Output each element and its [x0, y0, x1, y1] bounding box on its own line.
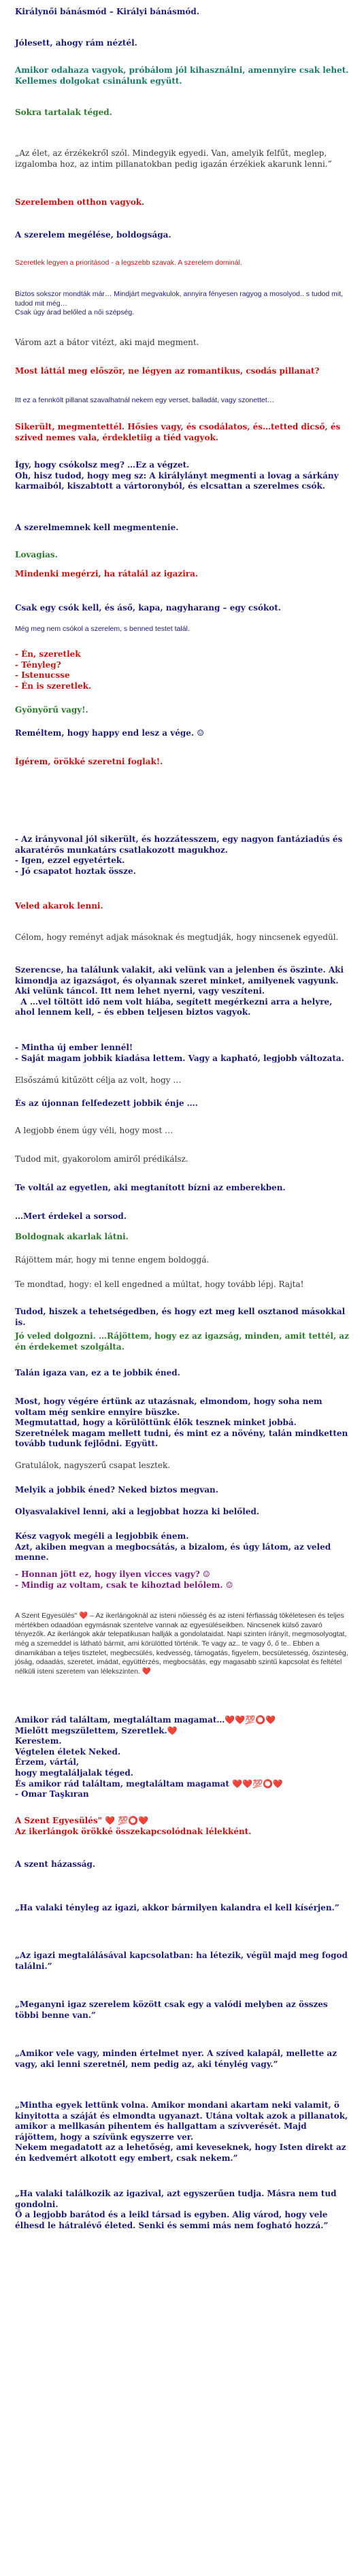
text-good-work: Jó veled dolgozni. …Rájöttem, hogy ez az igazság, minden, amit tettél, az én érdekemet szolgálta. [15, 1331, 352, 1352]
text-sacred-union: A Szent Egyesülés" ❤️ – Az ikerlángoknál az isteni nőiesség és az isteni férfiasság tökéletesen és teljes mértékben odaadóan egymásnak szentelve vannak az egyesüléseikben. Nincsenek külső zavaró tényezők. Az ikerlángok akár telepatikusan hallják a gondolataidat. Napi szinten írányít, megmosolyogtat, még a szemeddel is látható bármit, ami körülötted történik. Te vagy az.. te vagy ő, ő te.. Ebben a dinamikában a teljes tisztelet, megbecsülés, kedvesség, támogatás, figyelem, becsületesség, őszinteség, jóság, odaadás, szeretet, imádat, együttérzés, megbocsátás, egy magasabb szintű kapcsolat és feltétel nélküli isteni szeretem van lélekszinten. ❤️ [15, 1612, 350, 1676]
dialog-funny: - Honnan jött ez, hogy ilyen vicces vagy? ☺ - Mindig az voltam, csak te kihoztad belőlem. ☺ [15, 1569, 233, 1590]
text-feel-the-one: Mindenki megérzi, ha rátalál az igazira. [15, 569, 199, 578]
text-promise: Ígérem, örökké szeretni foglak!. [15, 757, 163, 766]
text-congrats: Gratulálok, nagyszerű csapat lesztek. [15, 1461, 171, 1470]
text-love-happiness: A szerelem megélése, boldogsága. [15, 230, 171, 240]
text-journey-end: Most, hogy végére értünk az utazásnak, elmondom, hogy soha nem voltam még senkire ennyire büszke. Megmutattad, hogy a körülöttünk élők tesznek minket jobbá. Szeretnélek magam mellett tudni, és mint ez a növény, talán mindketten tovább tudunk fejlődni. Együtt. [15, 1397, 348, 1449]
text-rescued: Sikerült, megmentettél. Hősies vagy, és csodálatos, és…tetted dicső, és szived nemes vala, érdekletiig a tiéd vagyok. [15, 422, 344, 442]
text-smile: Biztos sokszor mondták már… Mindjárt megvakulok, annyira fényesen ragyog a mosolyod.. s tudod mit, tudod mit még… Csak úgy árad belőled a női szépség. [15, 290, 344, 317]
dialog-team: - Az irányvonal jól sikerült, és hozzátesszem, egy nagyon fantáziadús és akaratérős munkatárs csatlakozott magukhoz. - Igen, ezzel egyetértek. - Jó csapatot hoztak össze. [15, 834, 343, 876]
text-happy-end: Reméltem, hogy happy end lesz a vége. ☺ [15, 728, 204, 738]
quote-became-one: „Mintha egyek lettünk volna. Amikor mondani akartam neki valamit, ö kinyitotta a száját és elmondta ugyanazt. Utána voltak azok a pillanatok, amikor a mellkasán pihentem és hallgattam a szívverését. Majd rájöttem, hogy a szívünk egyszerre ver. Nekem megadatott az a lehetőség, ami keveseknek, hogy Isten direkt az én kedvemért alkotott egy embert, csak nekem.” [15, 2100, 348, 2163]
text-priority: Szeretlek legyen a prioritásod - a legszebb szavak. A szerelem dominál. [15, 259, 242, 267]
text-home-in-love: Szerelemben otthon vagyok. [15, 197, 145, 207]
text-talent: Tudod, hiszek a tehetségedben, és hogy ezt meg kell osztanod másokkal is. [15, 1307, 348, 1327]
text-beautiful: Gyönyörű vagy!. [15, 705, 88, 715]
dialog-i-love-you: - Én, szeretlek - Tényleg? - Istenucsse - Én is szeretlek. [15, 649, 92, 691]
quote-adventure: „Ha valaki tényleg az igazi, akkor bármilyen kalandra el kell kísérjen.” [15, 1903, 340, 1912]
text-chivalrous: Lovagias. [15, 550, 58, 559]
text-bring-best: Olyasvalakivel lenni, aki a legjobbat hozza ki belőled. [15, 1507, 260, 1516]
text-which-self: Melyik a jobbik éned? Neked biztos megvan. [15, 1485, 218, 1495]
text-first-sight: Most láttál meg először, ne légyen az romantikus, csodás pillanat? [15, 366, 320, 376]
text-one-kiss: Csak egy csók kell, és áső, kapa, nagyharang – egy csókot. [15, 603, 282, 613]
text-sacred-union-twin: A Szent Egyesülés" ❤️ 💯⭕❤️ Az ikerlángok örökké összekapcsolódnak lélekként. [15, 1816, 252, 1836]
text-maybe-right: Talán igaza van, ez a te jobbik éned. [15, 1368, 180, 1377]
text-look: Jólesett, ahogy rám néztél. [15, 38, 137, 48]
text-give-hope: Célom, hogy reményt adjak másoknak és megtudják, hogy nincsenek egyedül. [15, 932, 339, 942]
text-be-with-you: Veled akarok lenni. [15, 901, 103, 911]
text-better-self: És az újonnan felfedezett jobbik énje …. [15, 1098, 198, 1108]
text-kiss-fate: Így, hogy csókolsz meg? …Ez a végzet. Oh, hisz tudod, hogy meg sz: A királylányt megmenti a lovag a sárkány karmaiból, kiszabtott a vártoronyból, és elcsattan a szerelmes csók. [15, 460, 339, 491]
text-see-happy: Boldognak akarlak látni. [15, 1232, 129, 1241]
text-trust: Te voltál az egyetlen, aki megtanított bízni az emberekben. [15, 1183, 286, 1192]
text-ready: Kész vagyok megéli a legjobbik énem. Azt, akiben megvan a megbocsátás, a bizalom, és úgy látom, az veled menne. [15, 1531, 331, 1563]
text-poem: Itt ez a fennkölt pillanat szavalhatnál nekem egy verset, balladát, vagy szonettet… [15, 396, 275, 404]
quote-meet-the-one: „Ha valaki találkozik az igazival, azt egyszerűen tudja. Másra nem tud gondolni. Ő a legjobb barátod és a leikl társad is egyben. Alig várod, hogy vele élhesd le hátralévő életed. Senki és semmi más nem fogható hozzá.” [15, 2189, 337, 2230]
poem-found-you: Amikor rád találtam, megtaláltam magamat…❤️❤️💯⭕❤️ Mielőtt megszülettem, Szeretlek.❤️ Kerestem. Végtelen életek Neked. Érzem, vártál, hogy megtaláljalak téged. És amikor rád találtam, megtaláltam magamat ❤️❤️💯⭕❤️ - Omar Taşkıran [15, 1715, 283, 1799]
text-not-kissed: Még meg nem csókol a szerelem, s benned testet talál. [15, 625, 190, 633]
quote-true-love: „Meganyni igaz szerelem között csak egy a valódi melyben az összes többi benne van.” [15, 2000, 331, 2020]
text-rescue-love: A szerelmemnek kell megmentenie. [15, 523, 179, 532]
heading-royal-treatment: Királynői bánásmód – Királyi bánásmód. [15, 7, 199, 16]
text-care: …Mert érdekel a sorsod. [15, 1211, 127, 1221]
quote-with-him: „Amikor vele vagy, minden értelmet nyer. A szíved kalapál, mellette az vagy, aki lenni szeretnél, nem pedig az, aki ténylég vagy.” [15, 2049, 340, 2069]
quote-senses: „Az élet, az érzékekről szól. Mindegyik egyedi. Van, amelyik felfűt, meglep, izgalomba hoz, az intim pillanatokban pedig igazán érzékiek akarunk lenni.” [15, 148, 332, 169]
text-sacred-marriage: A szent házasság. [15, 1859, 96, 1869]
text-lucky: Szerencse, ha találunk valakit, aki velünk van a jelenben és öszinte. Aki kimondja az igazságot, és olyannak szeret minket, amilyenek vagyunk. Aki velünk táncol. Itt nem lehet nyerni, vagy veszíteni. A …vel töltött idő nem volt hiába, segített megérkezni arra a helyre, ahol lennem kell, – és ebben teljesen biztos vagyok. [15, 965, 344, 1017]
text-first-goal: Elsőszámú kitűzött célja az volt, hogy … [15, 1075, 182, 1085]
text-let-go: Te mondtad, hogy: el kell engedned a múltat, hogy tovább lépj. Rajta! [15, 1279, 304, 1289]
text-brave-knight: Várom azt a bátor vitézt, aki majd megment. [15, 338, 199, 347]
text-realized: Rájöttem már, hogy mi tenne engem boldoggá. [15, 1255, 210, 1265]
text-best-self-thinks: A legjobb énem úgy véli, hogy most … [15, 1126, 173, 1135]
text-at-home: Amikor odahaza vagyok, próbálom jól kihasználni, amennyire csak lehet. Kellemes dolgokat csinálunk együtt. [15, 65, 349, 86]
dialog-new-person: - Mintha új ember lennél! - Saját magam jobbik kiadása lettem. Vagy a kapható, legjobb változata. [15, 1043, 344, 1063]
text-practice: Tudod mit, gyakorolom amiről prédikálsz. [15, 1154, 188, 1164]
quote-find-the-one: „Az igazi megtalálásával kapcsolatban: ha létezik, végül majd meg fogod találni.” [15, 1951, 351, 1971]
text-respect: Sokra tartalak téged. [15, 108, 112, 117]
